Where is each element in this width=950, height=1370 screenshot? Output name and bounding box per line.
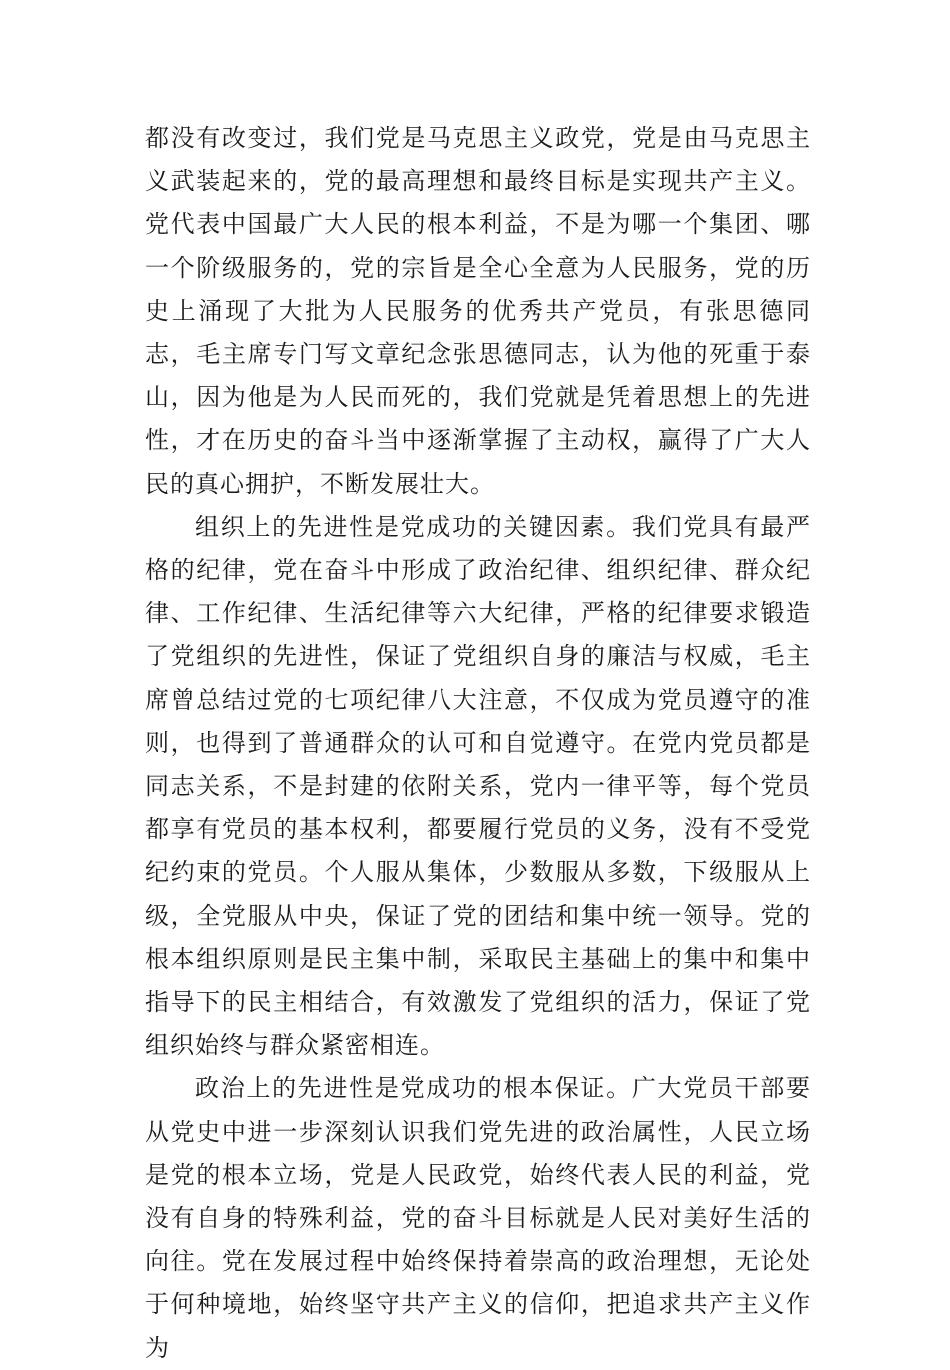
document-body xyxy=(145,117,811,1370)
paragraph-continuation: 都没有改变过，我们党是马克思主义政党，党是由马克思主义武装起来的，党的最高理想和最终目标是实现共产主义。党代表中国最广大人民的根本利益，不是为哪一个集团、哪一个阶级服务的，党的宗旨是全心全意为人民服务，党的历史上涌现了大批为人民服务的优秀共产党员，有张思德同志，毛主席专门写文章纪念张思德同志，认为他的死重于泰山，因为他是为人民而死的，我们党就是凭着思想上的先进性，才在历史的奋斗当中逐渐掌握了主动权，赢得了广大人民的真心拥护，不断发展壮大。 xyxy=(145,124,811,498)
paragraph-organizational-advancement: 组织上的先进性是党成功的关键因素。我们党具有最严格的纪律，党在奋斗中形成了政治纪律、组织纪律、群众纪律、工作纪律、生活纪律等六大纪律，严格的纪律要求锻造了党组织的先进性，保证了党组织自身的廉洁与权威，毛主席曾总结过党的七项纪律八大注意，不仅成为党员遵守的准则，也得到了普通群众的认可和自觉遵守。在党内党员都是同志关系，不是封建的依附关系，党内一律平等，每个党员都享有党员的基本权利，都要履行党员的义务，没有不受党纪约束的党员。个人服从集体，少数服从多数，下级服从上级，全党服从中央，保证了党的团结和集中统一领导。党的根本组织原则是民主集中制，采取民主基础上的集中和集中指导下的民主相结合，有效激发了党组织的活力，保证了党组织始终与群众紧密相连。 xyxy=(145,512,811,1060)
paragraph-political-advancement: 政治上的先进性是党成功的根本保证。广大党员干部要从党史中进一步深刻认识我们党先进的政治属性，人民立场是党的根本立场，党是人民政党，始终代表人民的利益，党没有自身的特殊利益，党的奋斗目标就是人民对美好生活的向往。党在发展过程中始终保持着崇高的政治理想，无论处于何种境地，始终坚守共产主义的信仰，把追求共产主义作为 xyxy=(145,1074,811,1362)
